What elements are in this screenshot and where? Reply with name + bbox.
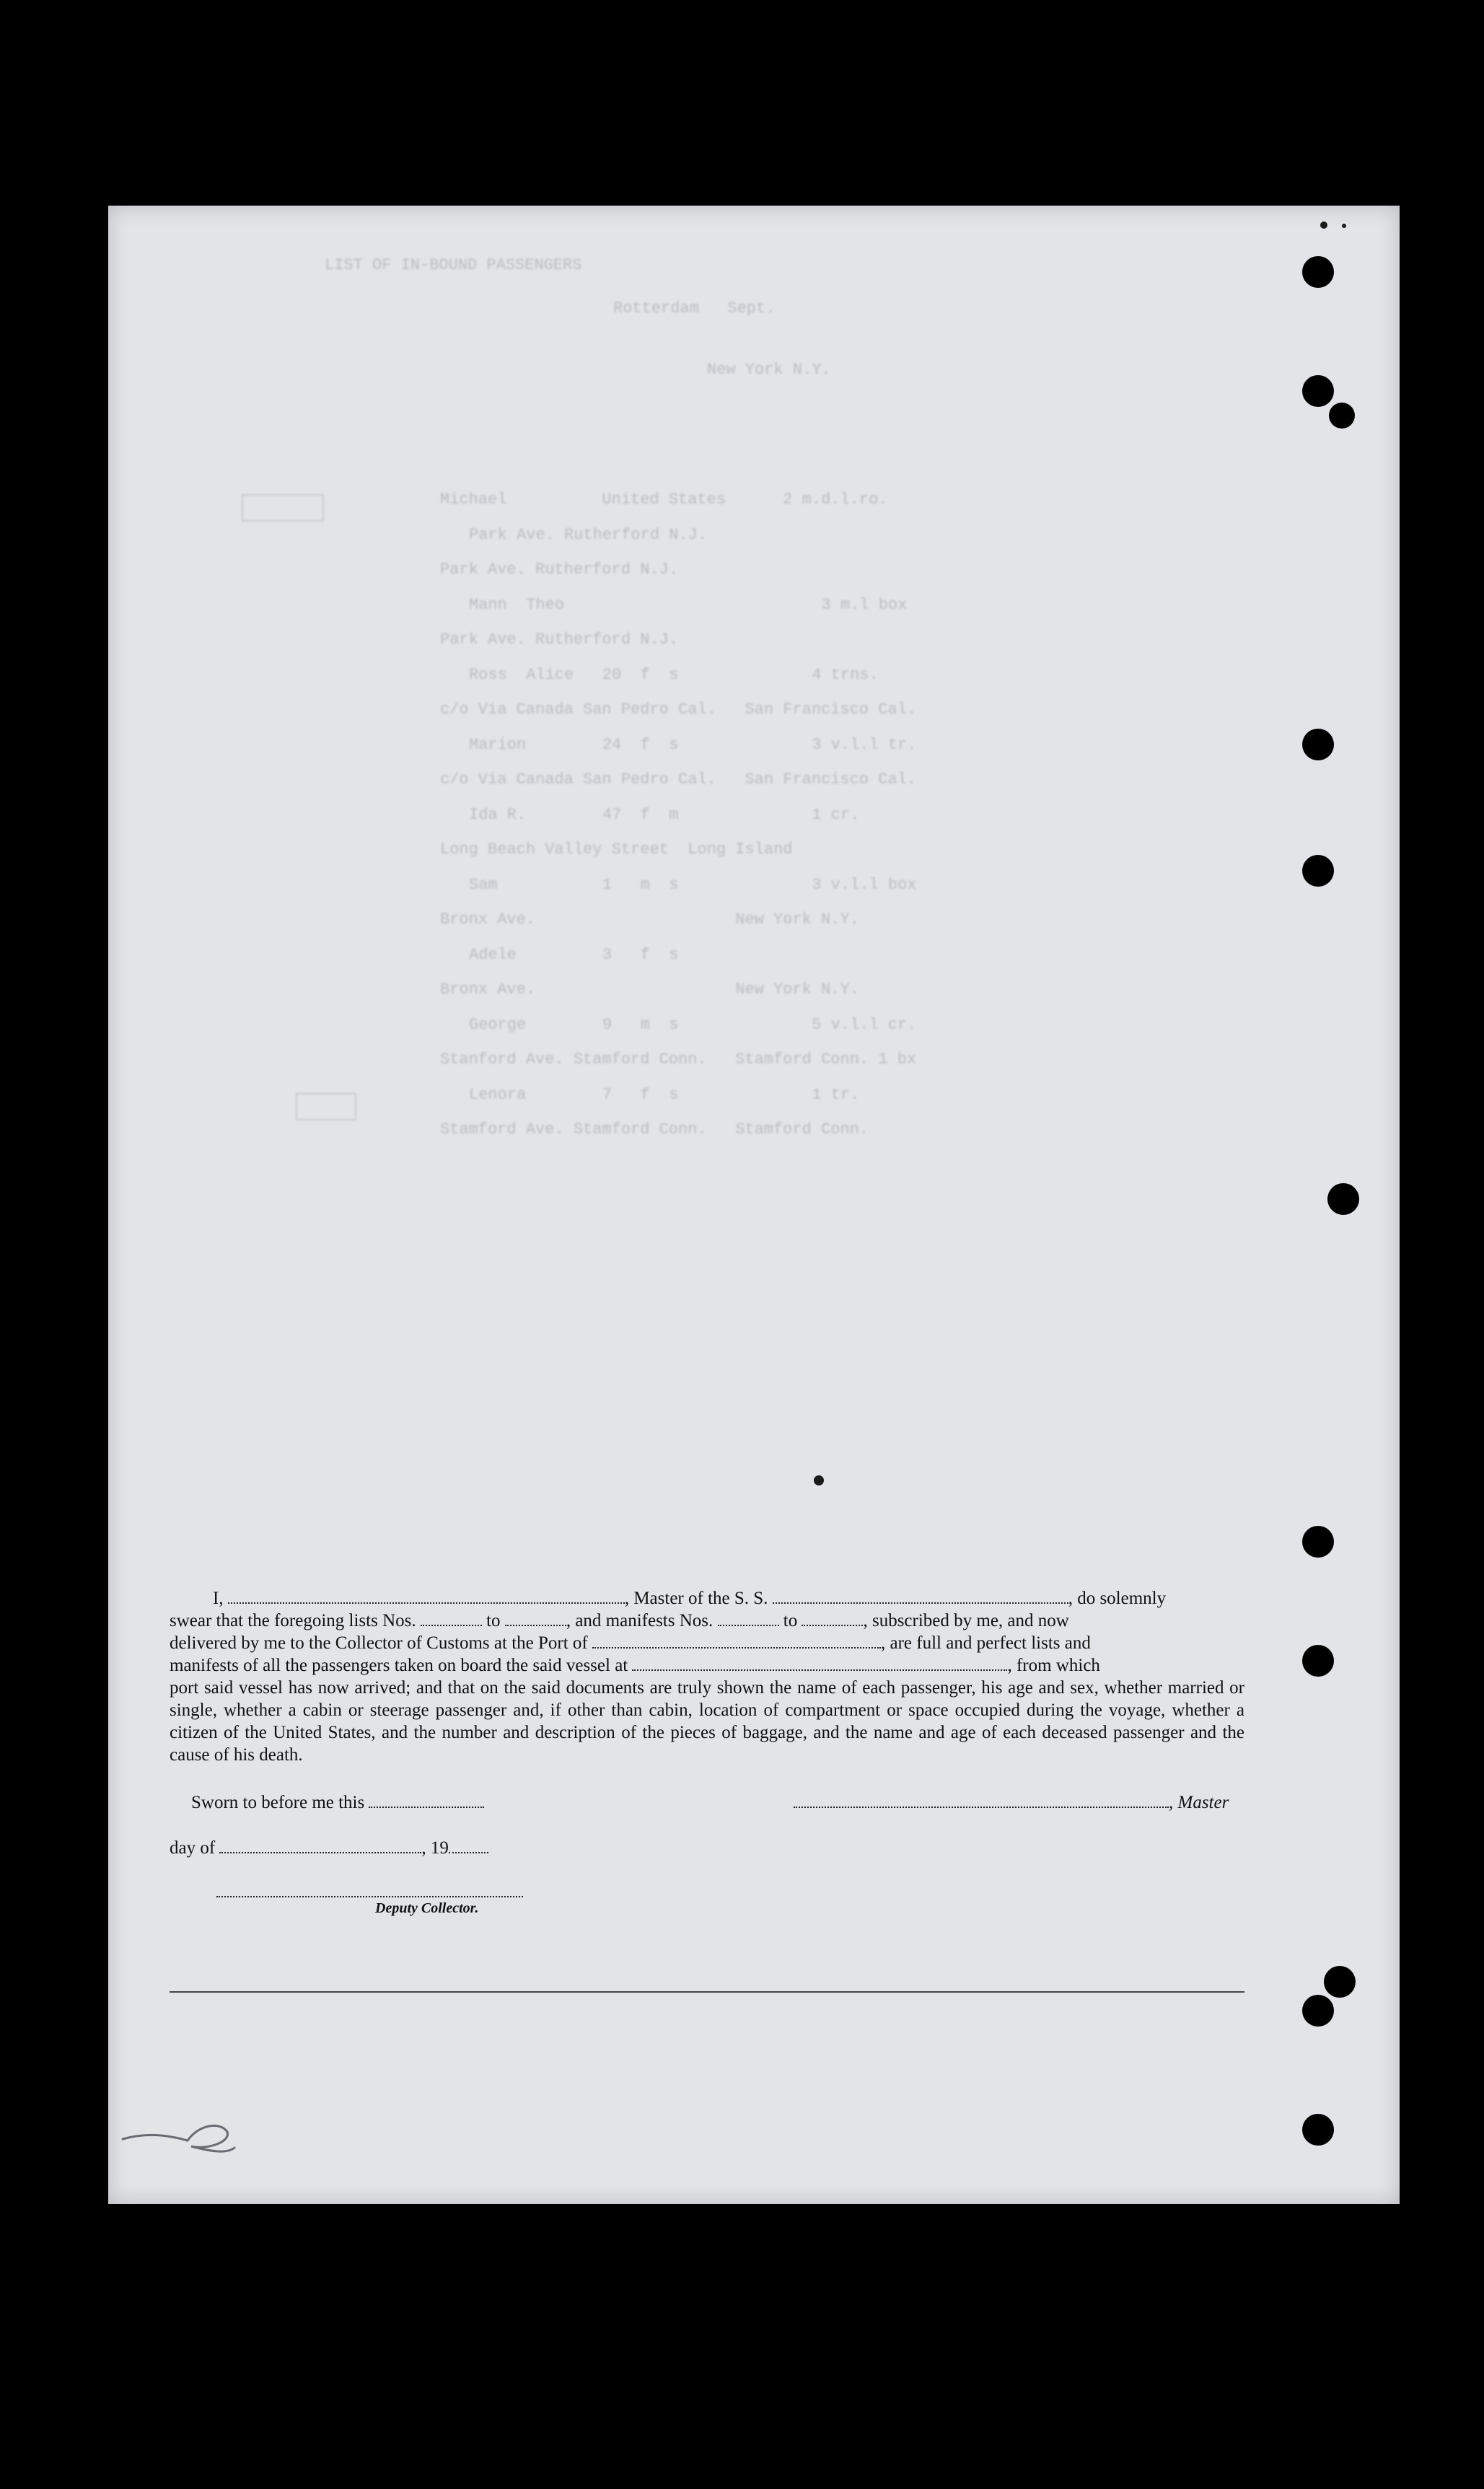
bottom-rule [170,1991,1244,1993]
faded-header-3: New York N.Y. [707,361,831,379]
faded-manifest-row: Ida R. 47 f m 1 cr. [469,805,860,824]
faded-manifest-row: Bronx Ave. New York N.Y. [440,980,859,998]
oath-body: port said vessel has now arrived; and that on the said documents are truly shown the name of each passenger, his age and sex, whether married or single, whether a cabin or steerage passenger and, if other than cabin, location of compartment or space occupied during the voyage, whether a citizen of the United States, and the number and description of the pieces of baggage, and the name and age of each deceased passenger and the cause of his death. [170,1678,1244,1765]
faded-header-1: LIST OF IN-BOUND PASSENGERS [325,256,582,274]
faded-manifest-row: George 9 m s 5 v.l.l cr. [469,1015,917,1034]
deputy-collector-label: Deputy Collector. [375,1900,479,1916]
faded-header-2: Rotterdam Sept. [613,299,776,317]
faded-manifest-row: Long Beach Valley Street Long Island [440,840,793,859]
faded-manifest-row: Park Ave. Rutherford N.J. [469,525,708,544]
punch-hole [1324,1966,1356,1998]
punch-hole [1302,256,1334,288]
punch-hole [1302,1995,1334,2027]
year-label: , 19 [421,1838,449,1858]
ink-mark [1342,224,1346,228]
faded-manifest-row: Lenora 7 f s 1 tr. [469,1085,860,1104]
faded-manifest-row: Mann Theo 3 m.l box [469,595,908,614]
punch-hole [1302,1645,1334,1677]
faded-manifest-row: Park Ave. Rutherford N.J. [440,631,679,649]
punch-hole [1302,1526,1334,1558]
faded-manifest-row: Michael United States 2 m.d.l.ro. [440,491,888,509]
pencil-mark [119,2110,242,2161]
faded-manifest-row: Park Ave. Rutherford N.J. [440,561,679,579]
punch-hole [1327,1183,1359,1215]
faded-manifest-text [108,206,1400,2204]
punch-hole [1302,855,1334,887]
faded-manifest-row: Marion 24 f s 3 v.l.l tr. [469,735,917,754]
master-label: , Master [1169,1793,1229,1812]
day-line [170,1838,488,1858]
faded-manifest-row: Adele 3 f s [469,945,679,964]
faded-manifest-row: c/o Via Canada San Pedro Cal. San Francisco Cal. [440,701,917,719]
faded-manifest-row: Sam 1 m s 3 v.l.l box [469,875,917,894]
sworn-label: Sworn to before me this [191,1793,365,1812]
faded-manifest-row: c/o Via Canada San Pedro Cal. San Francisco Cal. [440,771,917,789]
ink-mark [1320,221,1327,229]
manifest-sheet [108,206,1400,2204]
faded-stamp [296,1093,356,1120]
punch-hole [1302,2114,1334,2146]
punch-hole [1302,729,1334,760]
master-oath: I, , Master of the S. S. , do solemnly swear that the foregoing lists Nos. to , and manifests Nos. to , subscribed by me, and now delivered by me to the Collector of Customs at the Port of , are full and perfect lists and manifests of all the passengers taken on board the said vessel at , from which port said vessel has now arrived; and that on the said documents are truly shown the name of each passenger, his age and sex, whether married or single, whether a cabin or steerage passenger and, if other than cabin, location of compartment or space occupied during the voyage, whether a citizen of the United States, and the number and description of the pieces of baggage, and the name and age of each deceased passenger and the cause of his death. [170,1589,1244,1765]
master-signature-line [794,1793,1229,1813]
faded-manifest-row: Stanford Ave. Stamford Conn. Stamford Conn. 1 bx [440,1050,917,1068]
punch-hole [1329,403,1355,429]
punch-hole [1302,375,1334,407]
sworn-line [191,1793,484,1813]
ink-mark [814,1475,824,1485]
faded-manifest-row: Ross Alice 20 f s 4 trns. [469,665,879,684]
faded-stamp [242,494,324,522]
faded-manifest-row: Bronx Ave. New York N.Y. [440,910,859,929]
day-label: day of [170,1838,216,1858]
deputy-signature-line [216,1896,523,1897]
faded-manifest-row: Stamford Ave. Stamford Conn. Stamford Conn. [440,1120,869,1138]
